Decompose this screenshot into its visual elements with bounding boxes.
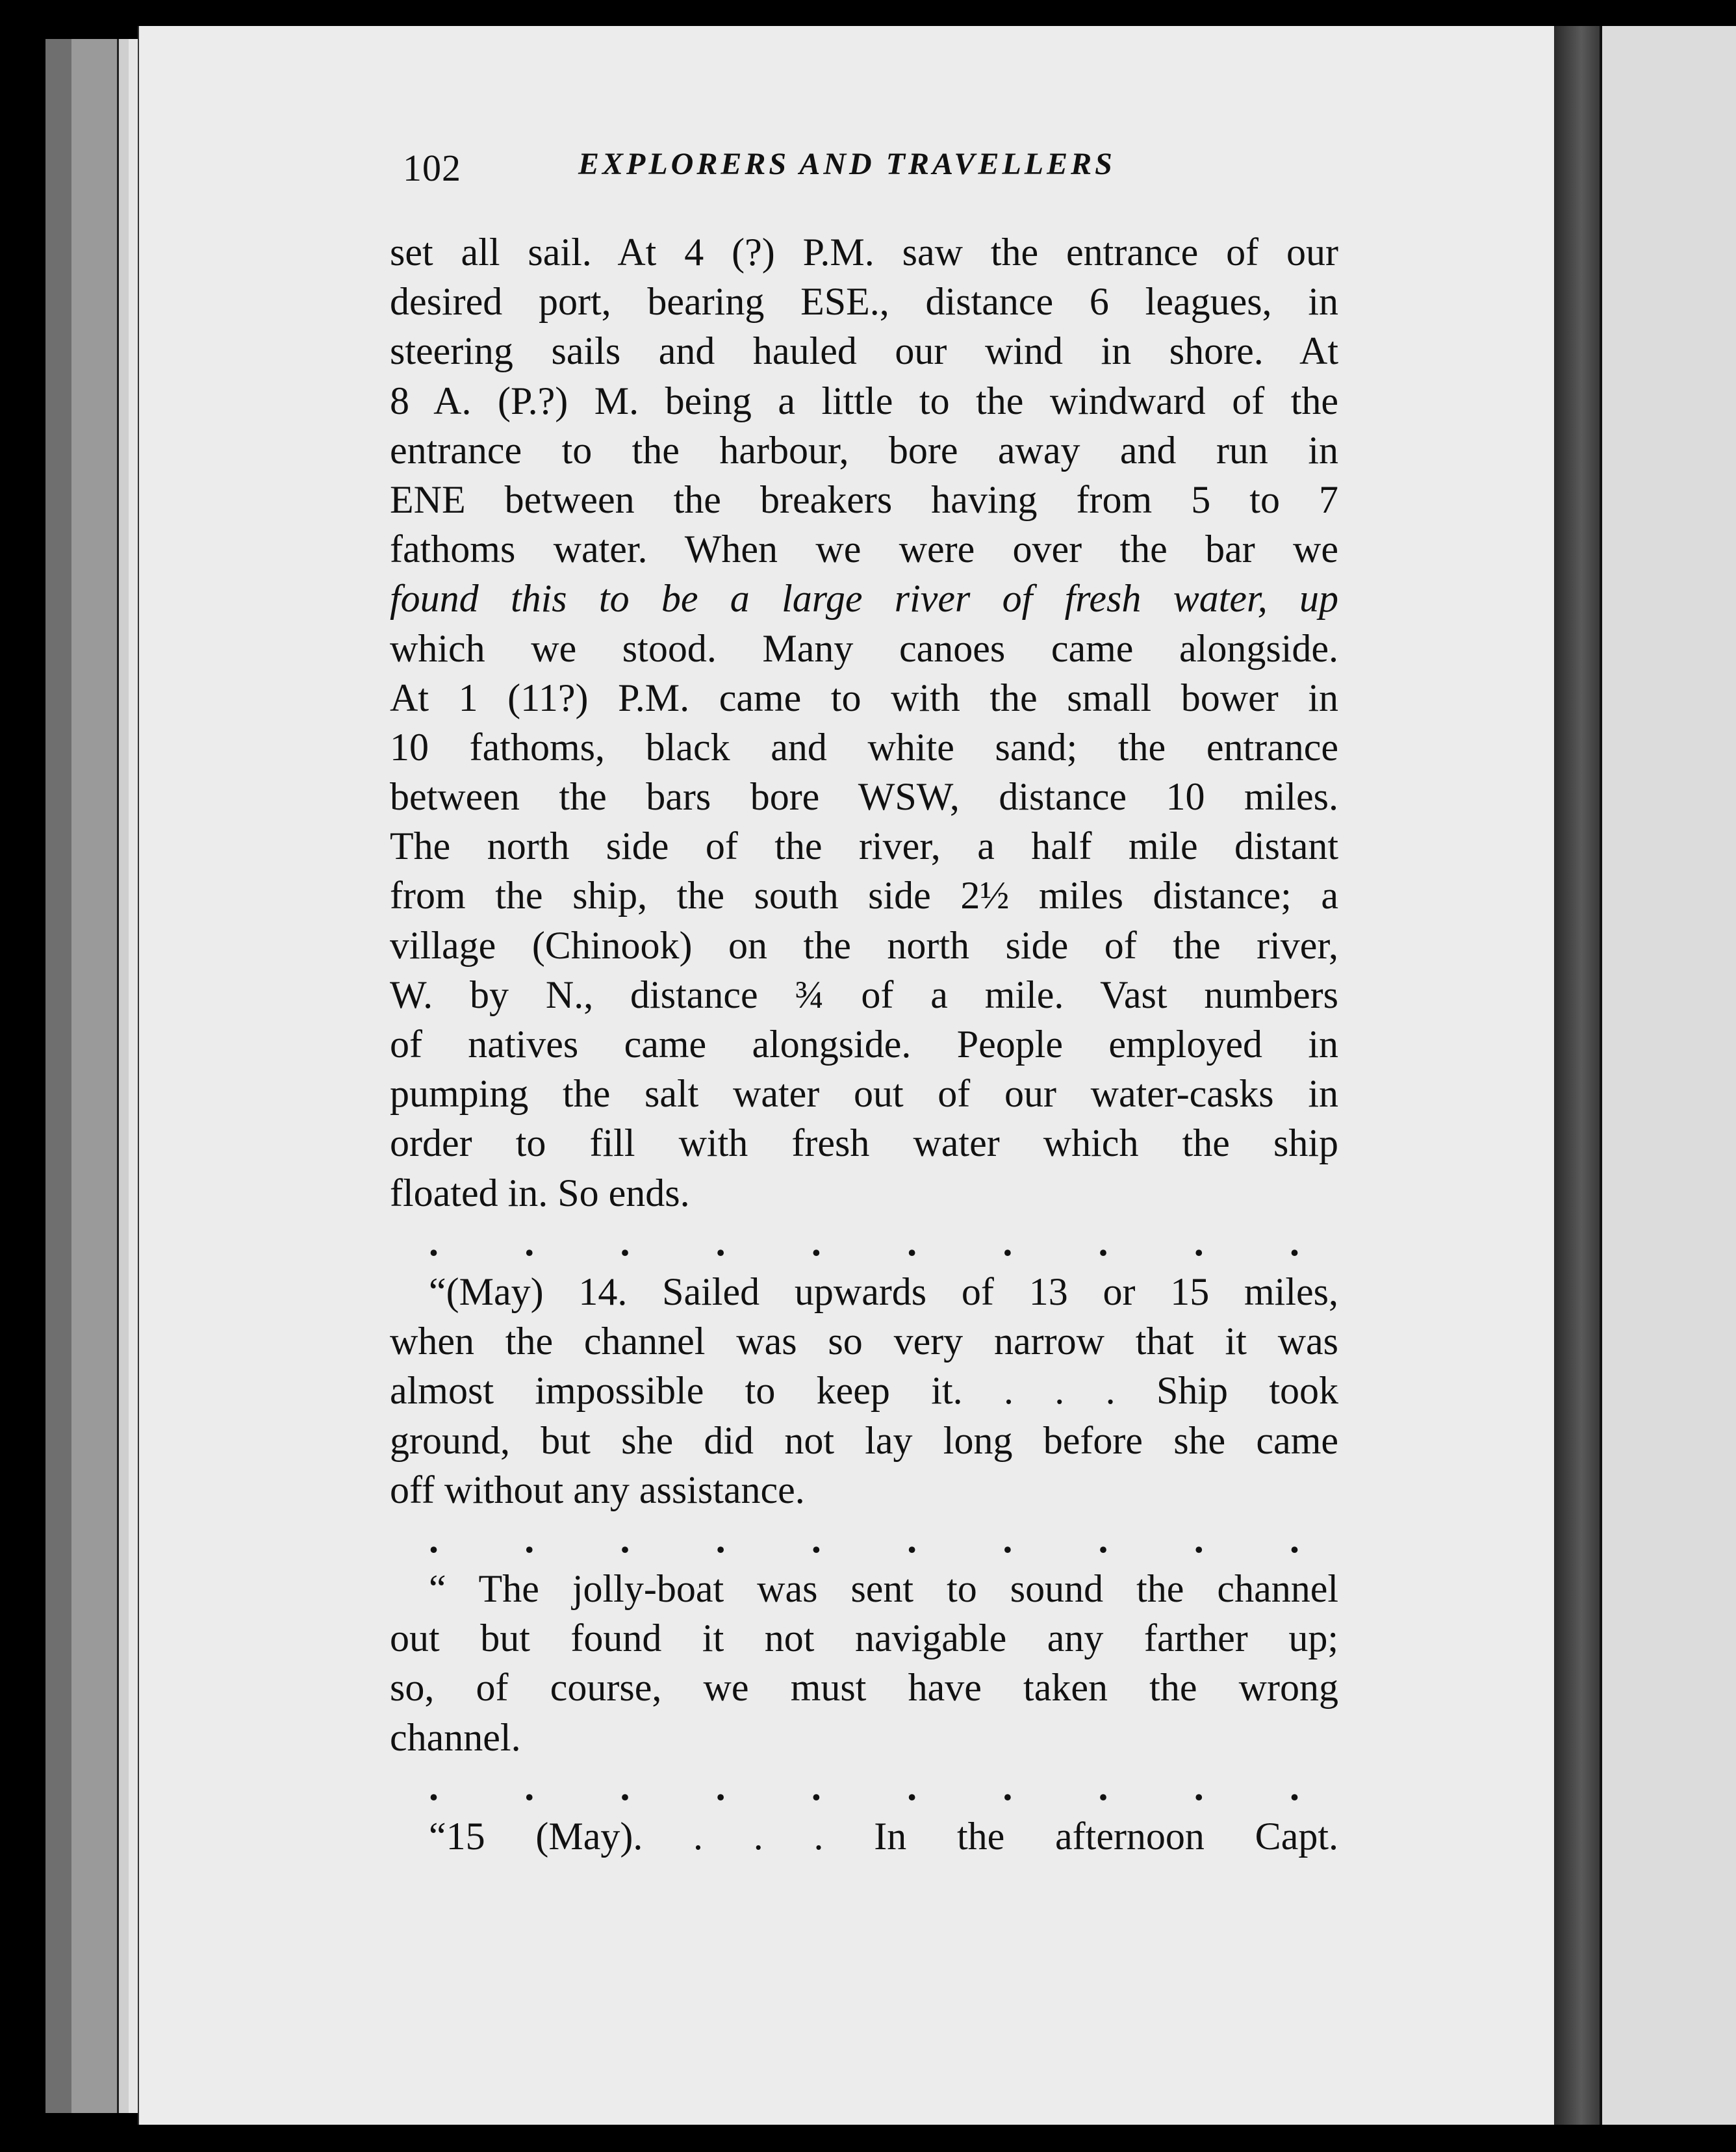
text-line: fathoms water. When we were over the bar we — [390, 528, 1338, 571]
text-line: so, of course, we must have taken the wrong — [390, 1666, 1338, 1710]
page-header — [403, 146, 1202, 198]
ellipsis-dot: . — [524, 1517, 535, 1561]
ellipsis-dot: . — [1098, 1220, 1108, 1264]
running-title: EXPLORERS AND TRAVELLERS — [578, 147, 1116, 181]
text-line: steering sails and hauled our wind in shore. At — [390, 329, 1338, 373]
text-line: almost impossible to keep it. . . . Ship took — [390, 1369, 1338, 1413]
ellipsis-dot: . — [811, 1517, 821, 1561]
text-line: village (Chinook) on the north side of the river, — [390, 923, 1338, 967]
text-line: “(May) 14. Sailed upwards of 13 or 15 miles, — [429, 1270, 1338, 1313]
ellipsis-dot: . — [715, 1517, 726, 1561]
ellipsis-dot: . — [1194, 1765, 1204, 1808]
ellipsis-dot: . — [907, 1220, 917, 1264]
ellipsis-dot: . — [524, 1765, 535, 1808]
ellipsis-row — [390, 1218, 1338, 1267]
text-line: ENE between the breakers having from 5 to 7 — [390, 478, 1338, 521]
page-number: 102 — [403, 147, 461, 189]
ellipsis-dot: . — [715, 1220, 726, 1264]
ellipsis-dot: . — [429, 1765, 439, 1808]
text-line: At 1 (11?) P.M. came to with the small bower in — [390, 676, 1338, 719]
body-text — [390, 227, 1338, 1861]
text-line: off without any assistance. — [390, 1468, 805, 1511]
ellipsis-dot: . — [1289, 1765, 1299, 1808]
ellipsis-dot: . — [1002, 1220, 1013, 1264]
text-line: channel. — [390, 1715, 521, 1759]
ellipsis-dot: . — [620, 1765, 630, 1808]
ellipsis-dot: . — [1098, 1517, 1108, 1561]
text-line: The north side of the river, a half mile distant — [390, 825, 1338, 868]
book-edge — [71, 39, 117, 2113]
paragraph — [390, 1267, 1338, 1515]
ellipsis-dot: . — [811, 1765, 821, 1808]
ellipsis-dot: . — [1194, 1517, 1204, 1561]
ellipsis-dot: . — [1194, 1220, 1204, 1264]
text-line: 8 A. (P.?) M. being a little to the windward of the — [390, 379, 1338, 422]
text-line: order to fill with fresh water which the ship — [390, 1121, 1338, 1165]
ellipsis-dot: . — [1289, 1517, 1299, 1561]
text-line: ground, but she did not lay long before she came — [390, 1418, 1338, 1462]
text-line: out but found it not navigable any farther up; — [390, 1617, 1338, 1660]
text-line: pumping the salt water out of our water-casks in — [390, 1072, 1338, 1116]
facing-page-edge — [1600, 26, 1736, 2125]
ellipsis-dot: . — [620, 1517, 630, 1561]
ellipsis-dot: . — [811, 1220, 821, 1264]
ellipsis-dot: . — [1098, 1765, 1108, 1808]
text-line: entrance to the harbour, bore away and run in — [390, 428, 1338, 472]
text-line: of natives came alongside. People employed in — [390, 1023, 1338, 1066]
ellipsis-dot: . — [1289, 1220, 1299, 1264]
ellipsis-dot: . — [429, 1220, 439, 1264]
paragraph — [390, 1812, 1338, 1861]
text-line: between the bars bore WSW, distance 10 miles. — [390, 775, 1338, 819]
book-edge — [45, 39, 71, 2113]
ellipsis-dot: . — [907, 1765, 917, 1808]
ellipsis-row — [390, 1515, 1338, 1564]
ellipsis-dot: . — [429, 1517, 439, 1561]
text-line: set all sail. At 4 (?) P.M. saw the entrance of our — [390, 231, 1338, 274]
paragraph — [390, 227, 1338, 1218]
ellipsis-dot: . — [1002, 1517, 1013, 1561]
text-line: which we stood. Many canoes came alongside. — [390, 626, 1338, 670]
text-line: when the channel was so very narrow that it was — [390, 1320, 1338, 1363]
ellipsis-dot: . — [524, 1220, 535, 1264]
text-line: “15 (May). . . . In the afternoon Capt. — [429, 1815, 1338, 1858]
book-gutter — [1554, 26, 1600, 2125]
text-line: found this to be a large river of fresh water, up — [390, 577, 1338, 621]
ellipsis-dot: . — [907, 1517, 917, 1561]
text-line: floated in. So ends. — [390, 1171, 690, 1214]
text-line: 10 fathoms, black and white sand; the entrance — [390, 725, 1338, 769]
ellipsis-dot: . — [620, 1220, 630, 1264]
paragraph — [390, 1564, 1338, 1762]
text-line: “ The jolly-boat was sent to sound the channel — [429, 1567, 1338, 1611]
ellipsis-dot: . — [715, 1765, 726, 1808]
ellipsis-dot: . — [1002, 1765, 1013, 1808]
ellipsis-row — [390, 1762, 1338, 1812]
text-line: from the ship, the south side 2½ miles distance; a — [390, 874, 1338, 917]
text-line: W. by N., distance ¾ of a mile. Vast numbers — [390, 973, 1338, 1016]
text-line: desired port, bearing ESE., distance 6 leagues, in — [390, 280, 1338, 324]
